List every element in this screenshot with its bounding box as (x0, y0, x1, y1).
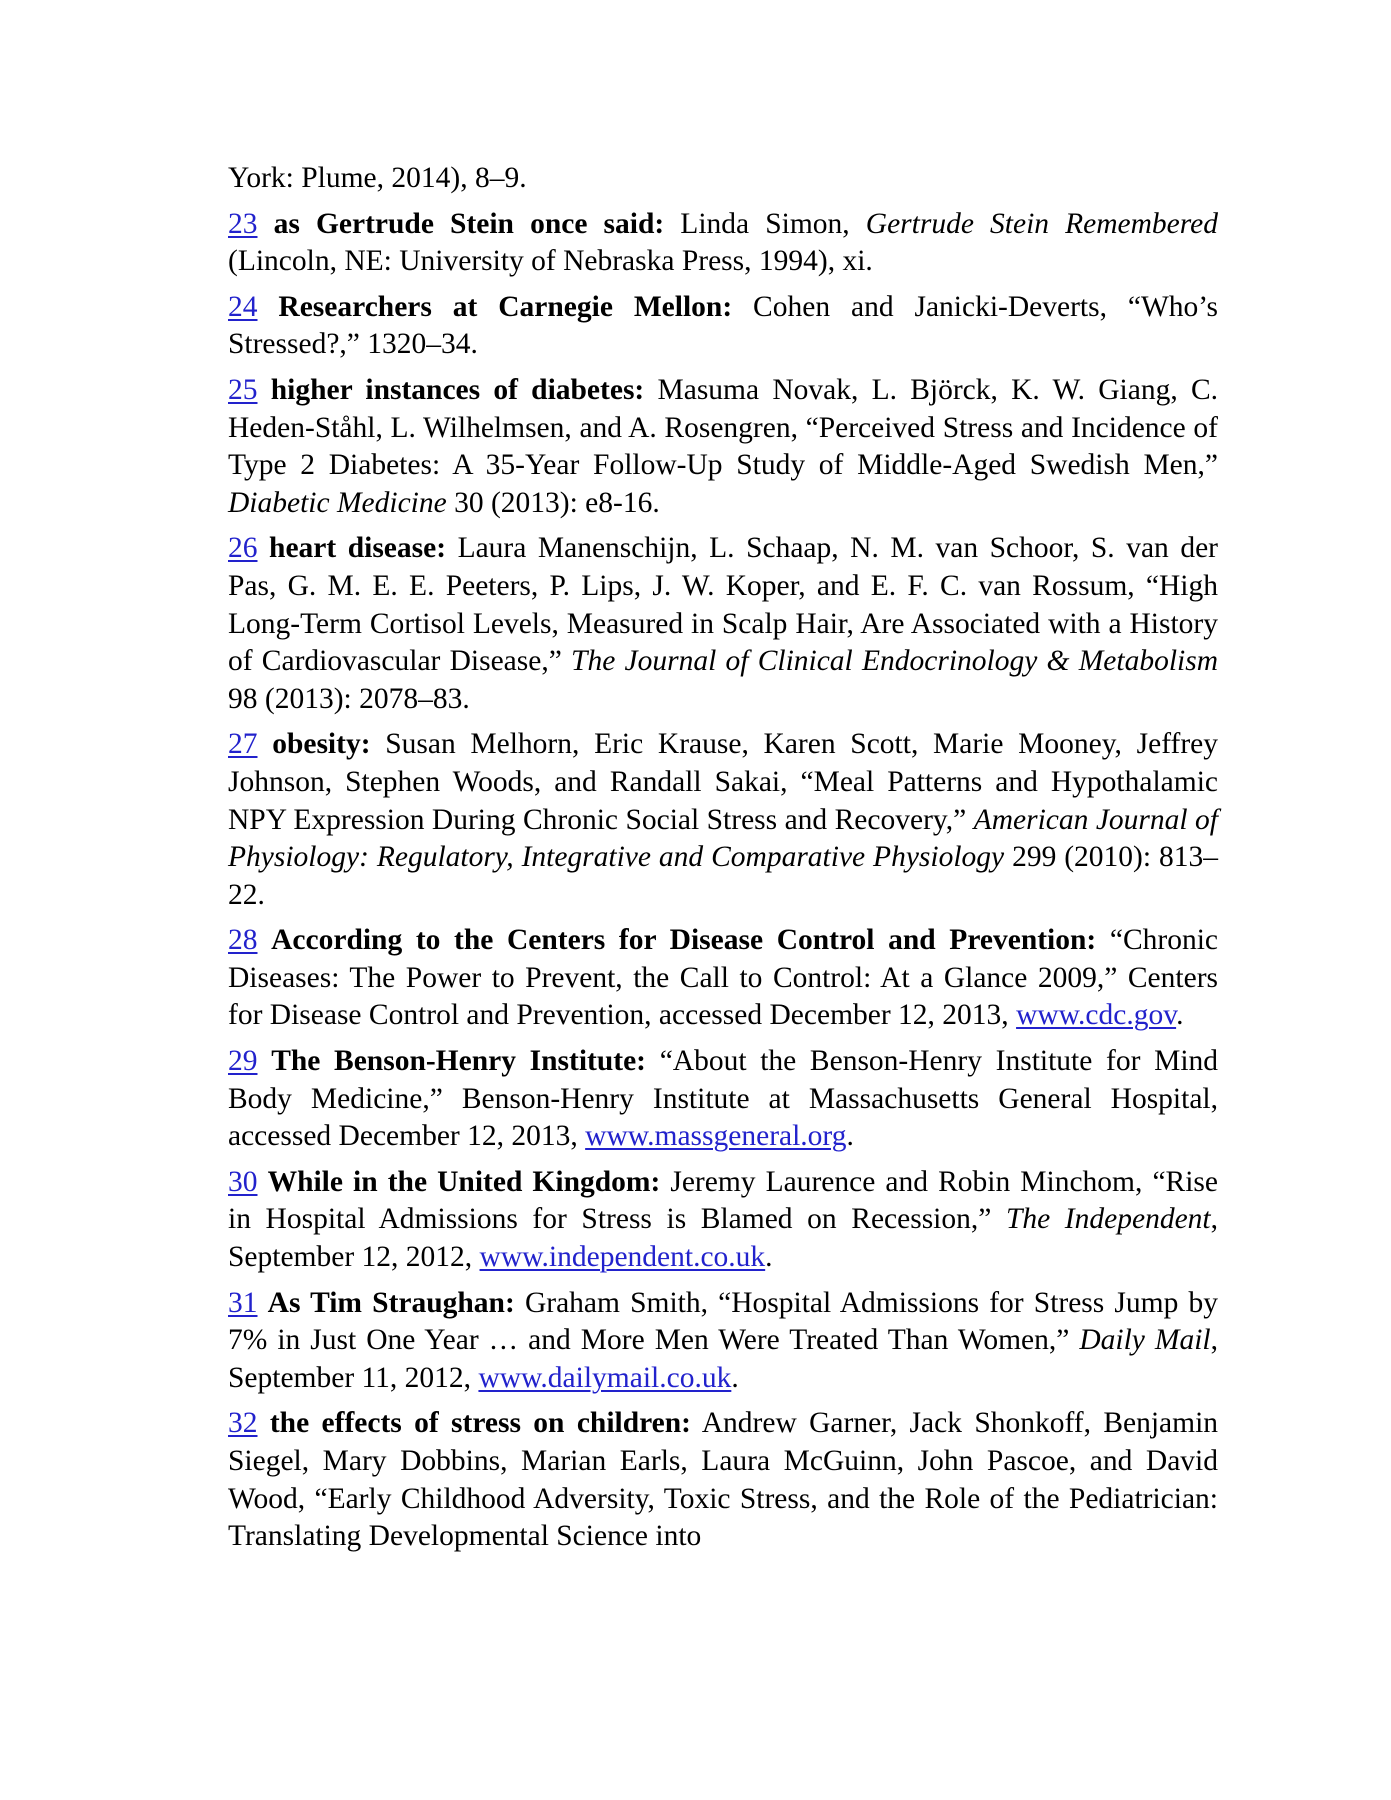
note-heading: as Gertrude Stein once said: (273, 207, 665, 240)
note-text: , September 12, 2012, (228, 1203, 1218, 1274)
note-text: (Lincoln, NE: University of Nebraska Press, 1994), xi. (228, 245, 873, 278)
note-number-link[interactable]: 31 (228, 1286, 258, 1319)
note-title: The Independent (1005, 1203, 1211, 1236)
note-heading: While in the United Kingdom: (267, 1165, 661, 1198)
note-text: 98 (2013): 2078–83. (228, 682, 470, 715)
endnote-28 (228, 922, 1218, 1035)
note-text: , September 11, 2012, (228, 1324, 1218, 1394)
url-link[interactable]: www.dailymail.co.uk (478, 1361, 732, 1394)
note-text: . (1176, 999, 1184, 1032)
note-number-link[interactable]: 25 (228, 373, 258, 406)
note-number-link[interactable]: 29 (228, 1045, 258, 1078)
continuation-text: York: Plume, 2014), 8–9. (228, 162, 527, 194)
endnotes-page (228, 160, 1218, 1564)
note-heading: According to the Centers for Disease Control and Prevention: (271, 924, 1097, 957)
endnote-24 (228, 289, 1218, 364)
note-text: “Chronic Diseases: The Power to Prevent, the Call to Control: At a Glance 2009,” Centers for Disease Control and Prevention, accessed December 12, 2013, (228, 924, 1218, 1032)
note-title: Gertrude Stein Remembered (865, 207, 1219, 240)
note-text: . (846, 1120, 854, 1153)
note-text: “About the Benson-Henry Institute for Mind Body Medicine,” Benson-Henry Institute at Massachusetts General Hospital, accessed December 12, 2013, (228, 1045, 1219, 1153)
endnote-26 (228, 530, 1218, 718)
note-text: Laura Manenschijn, L. Schaap, N. M. van Schoor, S. van der Pas, G. M. E. E. Peeters, P. Lips, J. W. Koper, and E. F. C. van Rossum, “High Long-Term Cortisol Levels, Measured in Scalp Hair, Are Associated with a History of Cardiovascular Disease,” (228, 532, 1218, 678)
note-text: Susan Melhorn, Eric Krause, Karen Scott, Marie Mooney, Jeffrey Johnson, Stephen Woods, and Randall Sakai, “Meal Patterns and Hypothalamic NPY Expression During Chronic Social Stress and Recovery,” (228, 728, 1218, 836)
url-link[interactable]: www.massgeneral.org (585, 1120, 847, 1153)
note-heading: higher instances of diabetes: (270, 373, 645, 406)
note-text: Cohen and Janicki-Deverts, “Who’s Stressed?,” 1320–34. (228, 290, 1218, 361)
note-title: Diabetic Medicine (228, 486, 447, 519)
note-heading: The Benson-Henry Institute: (271, 1045, 647, 1078)
note-number-link[interactable]: 23 (228, 207, 258, 240)
note-title: The Journal of Clinical Endocrinology & Metabolism (571, 645, 1218, 678)
endnote-30 (228, 1164, 1218, 1277)
url-link[interactable]: www.cdc.gov (1016, 999, 1177, 1032)
continuation-paragraph (228, 160, 1218, 198)
note-number-link[interactable]: 28 (228, 924, 258, 957)
note-heading: the effects of stress on children: (269, 1407, 692, 1440)
endnote-29 (228, 1043, 1218, 1156)
note-number-link[interactable]: 24 (228, 290, 258, 323)
note-title: Daily Mail (1079, 1324, 1211, 1357)
note-number-link[interactable]: 26 (228, 532, 258, 565)
note-heading: heart disease: (269, 532, 447, 565)
note-text: Masuma Novak, L. Björck, K. W. Giang, C. Heden-Ståhl, L. Wilhelmsen, and A. Rosengren, “Perceived Stress and Incidence of Type 2 Diabetes: A 35-Year Follow-Up Study of Middle-Aged Swedish Men,” (228, 373, 1219, 482)
note-title: American Journal of Physiology: Regulatory, Integrative and Comparative Physiology (228, 803, 1218, 874)
note-text: 299 (2010): 813–22. (228, 841, 1218, 911)
note-text: Andrew Garner, Jack Shonkoff, Benjamin Siegel, Mary Dobbins, Marian Earls, Laura McGuinn, John Pascoe, and David Wood, “Early Childhood Adversity, Toxic Stress, and the Role of the Pediatrician: Translating Developmental Science into (228, 1407, 1219, 1553)
note-number-link[interactable]: 32 (228, 1407, 258, 1440)
note-text: 30 (2013): e8-16. (446, 486, 660, 519)
endnote-31 (228, 1285, 1218, 1398)
note-text: Graham Smith, “Hospital Admissions for Stress Jump by 7% in Just One Year … and More Men Were Treated Than Women,” (228, 1286, 1219, 1357)
note-number-link[interactable]: 27 (228, 728, 258, 761)
note-text: . (731, 1361, 739, 1394)
endnote-27 (228, 726, 1218, 914)
note-heading: obesity: (272, 728, 371, 761)
note-text: Jeremy Laurence and Robin Minchom, “Rise in Hospital Admissions for Stress is Blamed on Recession,” (228, 1165, 1218, 1236)
note-number-link[interactable]: 30 (228, 1165, 258, 1198)
endnote-25 (228, 372, 1218, 522)
endnote-23 (228, 206, 1218, 281)
note-heading: As Tim Straughan: (267, 1286, 515, 1319)
note-text: . (765, 1241, 773, 1274)
note-text: Linda Simon, (664, 207, 866, 240)
endnote-32 (228, 1405, 1218, 1555)
url-link[interactable]: www.independent.co.uk (479, 1241, 766, 1274)
note-heading: Researchers at Carnegie Mellon: (278, 290, 733, 323)
